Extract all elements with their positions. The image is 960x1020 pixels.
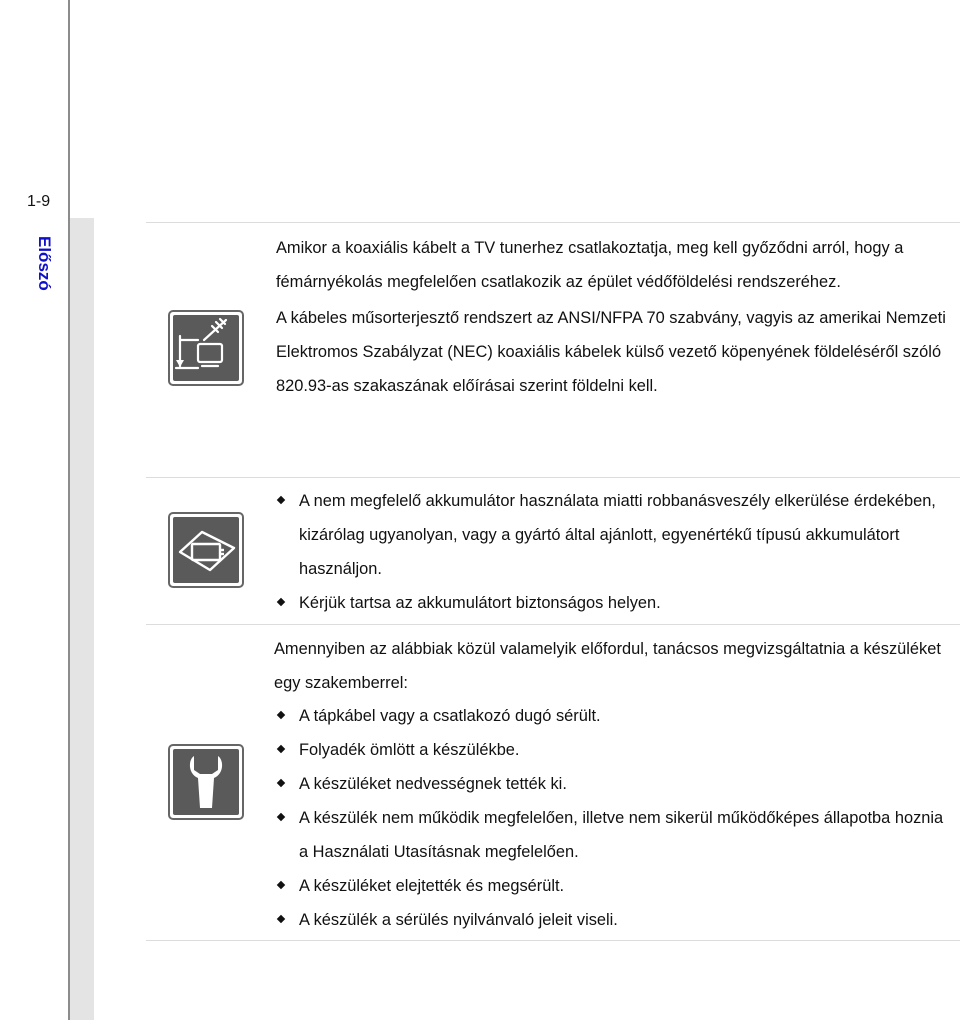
list-item: A készülék nem működik megfelelően, illetve nem sikerül működőképes állapotba hoznia a Használati Utasításnak megfelelően. — [276, 801, 946, 869]
list-item: Folyadék ömlött a készülékbe. — [276, 733, 946, 767]
diamond-bullet-icon — [277, 496, 285, 504]
diamond-bullet-icon — [277, 598, 285, 606]
battery-warning-list — [276, 484, 946, 620]
list-item: A nem megfelelő akkumulátor használata miatti robbanásveszély elkerülése érdekében, kizárólag ugyanolyan, vagy a gyártó által ajánlott, egyenértékű típusú akkumulátort használjon. — [276, 484, 946, 586]
wrench-icon — [168, 744, 244, 820]
section-title: Előszó — [35, 235, 54, 291]
section-divider — [146, 477, 960, 478]
diamond-bullet-icon — [277, 915, 285, 923]
section-divider — [146, 940, 960, 941]
diamond-bullet-icon — [277, 745, 285, 753]
side-band — [70, 218, 94, 1020]
battery-icon — [168, 512, 244, 588]
list-item: Kérjük tartsa az akkumulátort biztonságos helyen. — [276, 586, 946, 620]
list-item: A tápkábel vagy a csatlakozó dugó sérült. — [276, 699, 946, 733]
section-divider — [146, 624, 960, 625]
service-conditions-list — [276, 699, 946, 937]
diamond-bullet-icon — [277, 779, 285, 787]
tv-antenna-icon — [168, 310, 244, 386]
service-intro: Amennyiben az alábbiak közül valamelyik előfordul, tanácsos megvizsgáltatnia a készüléket egy szakemberrel: — [274, 640, 941, 692]
section-divider — [146, 222, 960, 223]
nec-grounding-paragraph: A kábeles műsorterjesztő rendszert az ANSI/NFPA 70 szabvány, vagyis az amerikai Nemzeti Elektromos Szabályzat (NEC) koaxiális kábelek külső vezető köpenyének földeléséről szóló 820.93-as szakaszának előírásai szerint földelni kell. — [276, 309, 946, 395]
list-item: A készüléket elejtették és megsérült. — [276, 869, 946, 903]
coax-grounding-paragraph: Amikor a koaxiális kábelt a TV tunerhez csatlakoztatja, meg kell győződni arról, hogy a fémárnyékolás megfelelően csatlakozik az épület védőföldelési rendszeréhez. — [276, 239, 904, 291]
diamond-bullet-icon — [277, 711, 285, 719]
diamond-bullet-icon — [277, 881, 285, 889]
list-item: A készülék a sérülés nyilvánvaló jeleit viseli. — [276, 903, 946, 937]
warning-paragraph-group — [276, 231, 956, 403]
list-item: A készüléket nedvességnek tették ki. — [276, 767, 946, 801]
diamond-bullet-icon — [277, 813, 285, 821]
page-number: 1-9 — [27, 193, 51, 210]
